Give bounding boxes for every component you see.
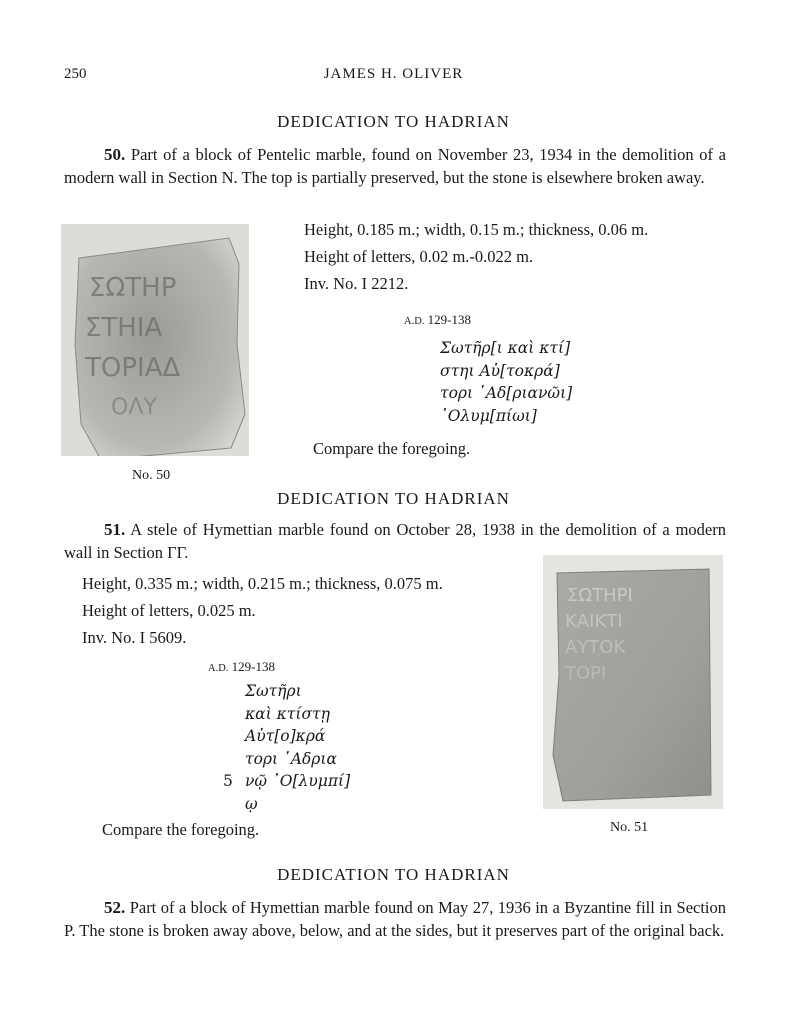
photo-51-line-1: ΣΩΤΗΡΙ	[567, 585, 633, 606]
inscription-51-line-5-text: νῷ ᾿Ο[λυμπί]	[245, 772, 351, 790]
section-heading-50: DEDICATION TO HADRIAN	[277, 112, 510, 131]
photo-50-line-3: ΤΟΡΙΑΔ	[85, 353, 181, 383]
inscription-50-line-2: στηι Αὐ[τοκρά]	[440, 361, 560, 380]
entry-50-letter-height: Height of letters, 0.02 m.-0.022 m.	[304, 247, 534, 266]
photo-51-line-2: ΚΑΙΚΤΙ	[565, 611, 623, 632]
entry-51-compare: Compare the foregoing.	[102, 820, 260, 839]
section-heading-51: DEDICATION TO HADRIAN	[277, 489, 510, 508]
entry-50-date	[404, 312, 471, 328]
entry-number-52: 52.	[104, 898, 126, 917]
entry-50-inscription	[440, 337, 572, 427]
entry-50-meta	[304, 216, 648, 297]
entry-number-51: 51.	[104, 520, 126, 539]
entry-50-compare: Compare the foregoing.	[313, 439, 471, 458]
entry-50-inventory: Inv. No. I 2212.	[304, 274, 409, 293]
section-heading-52: DEDICATION TO HADRIAN	[277, 865, 510, 884]
entry-51-letter-height: Height of letters, 0.025 m.	[82, 601, 256, 620]
entry-50-dimensions: Height, 0.185 m.; width, 0.15 m.; thickness, 0.06 m.	[304, 220, 649, 239]
inscription-51-line-4: τορι ῾Αδρια	[245, 749, 337, 768]
entry-51-meta	[82, 570, 443, 651]
entry-50-description	[64, 143, 726, 189]
inscription-51-line-1: Σωτῆρι	[245, 682, 302, 700]
photo-50-line-1: ΣΩΤΗΡ	[89, 273, 177, 303]
entry-51-inscription	[223, 680, 351, 815]
photo-50-line-2: ΣΤΗΙΑ	[85, 313, 163, 343]
photo-no-51	[543, 555, 723, 809]
photo-50-line-4: ΟΛΥ	[111, 395, 157, 420]
photo-no-50	[61, 224, 249, 456]
entry-50-date-range: 129-138	[427, 312, 472, 327]
entry-51-inventory: Inv. No. I 5609.	[82, 628, 187, 647]
entry-52-description	[64, 896, 726, 942]
entry-51-date	[208, 659, 275, 675]
entry-50-date-label: A.D.	[404, 316, 425, 327]
inscription-50-line-1: Σωτῆρ[ι καὶ κτί]	[440, 339, 571, 357]
page-number: 250	[64, 66, 87, 82]
inscription-51-line-5	[223, 770, 351, 793]
entry-52-text: Part of a block of Hymettian marble found on May 27, 1936 in a Byzantine fill in Section P. The stone is broken away above, below, and at the sides, but it preserves part of the original back.	[64, 898, 727, 940]
entry-51-date-range: 129-138	[231, 659, 276, 674]
photo-51-line-4: ΤΟΡΙ	[565, 663, 607, 684]
inscription-51-line-6: ῳ	[245, 794, 258, 813]
photo-50-caption: No. 50	[132, 468, 171, 483]
inscription-50-line-3: τορι ῾Αδ[ριανῶι]	[440, 384, 573, 402]
photo-51-line-3: ΑΥΤΟΚ	[565, 637, 626, 658]
inscription-51-line-2: καὶ κτίστῃ	[245, 704, 330, 723]
running-head: JAMES H. OLIVER	[323, 66, 464, 82]
entry-51-dimensions: Height, 0.335 m.; width, 0.215 m.; thickness, 0.075 m.	[82, 574, 443, 593]
entry-51-text: A stele of Hymettian marble found on October 28, 1938 in the demolition of a modern wall in Section ΓΓ.	[64, 520, 726, 562]
inscription-51-line-marker: 5	[223, 772, 233, 790]
photo-51-caption: No. 51	[610, 820, 649, 835]
inscription-51-line-3: Αὐτ[ο]κρά	[245, 727, 326, 745]
entry-number-50: 50.	[104, 145, 126, 164]
entry-50-text: Part of a block of Pentelic marble, found on November 23, 1934 in the demolition of a modern wall in Section N. The top is partially preserved, but the stone is elsewhere broken away.	[64, 145, 727, 187]
inscription-50-line-4: ᾿Ολυμ[πίωι]	[440, 406, 537, 425]
entry-51-date-label: A.D.	[208, 663, 229, 674]
